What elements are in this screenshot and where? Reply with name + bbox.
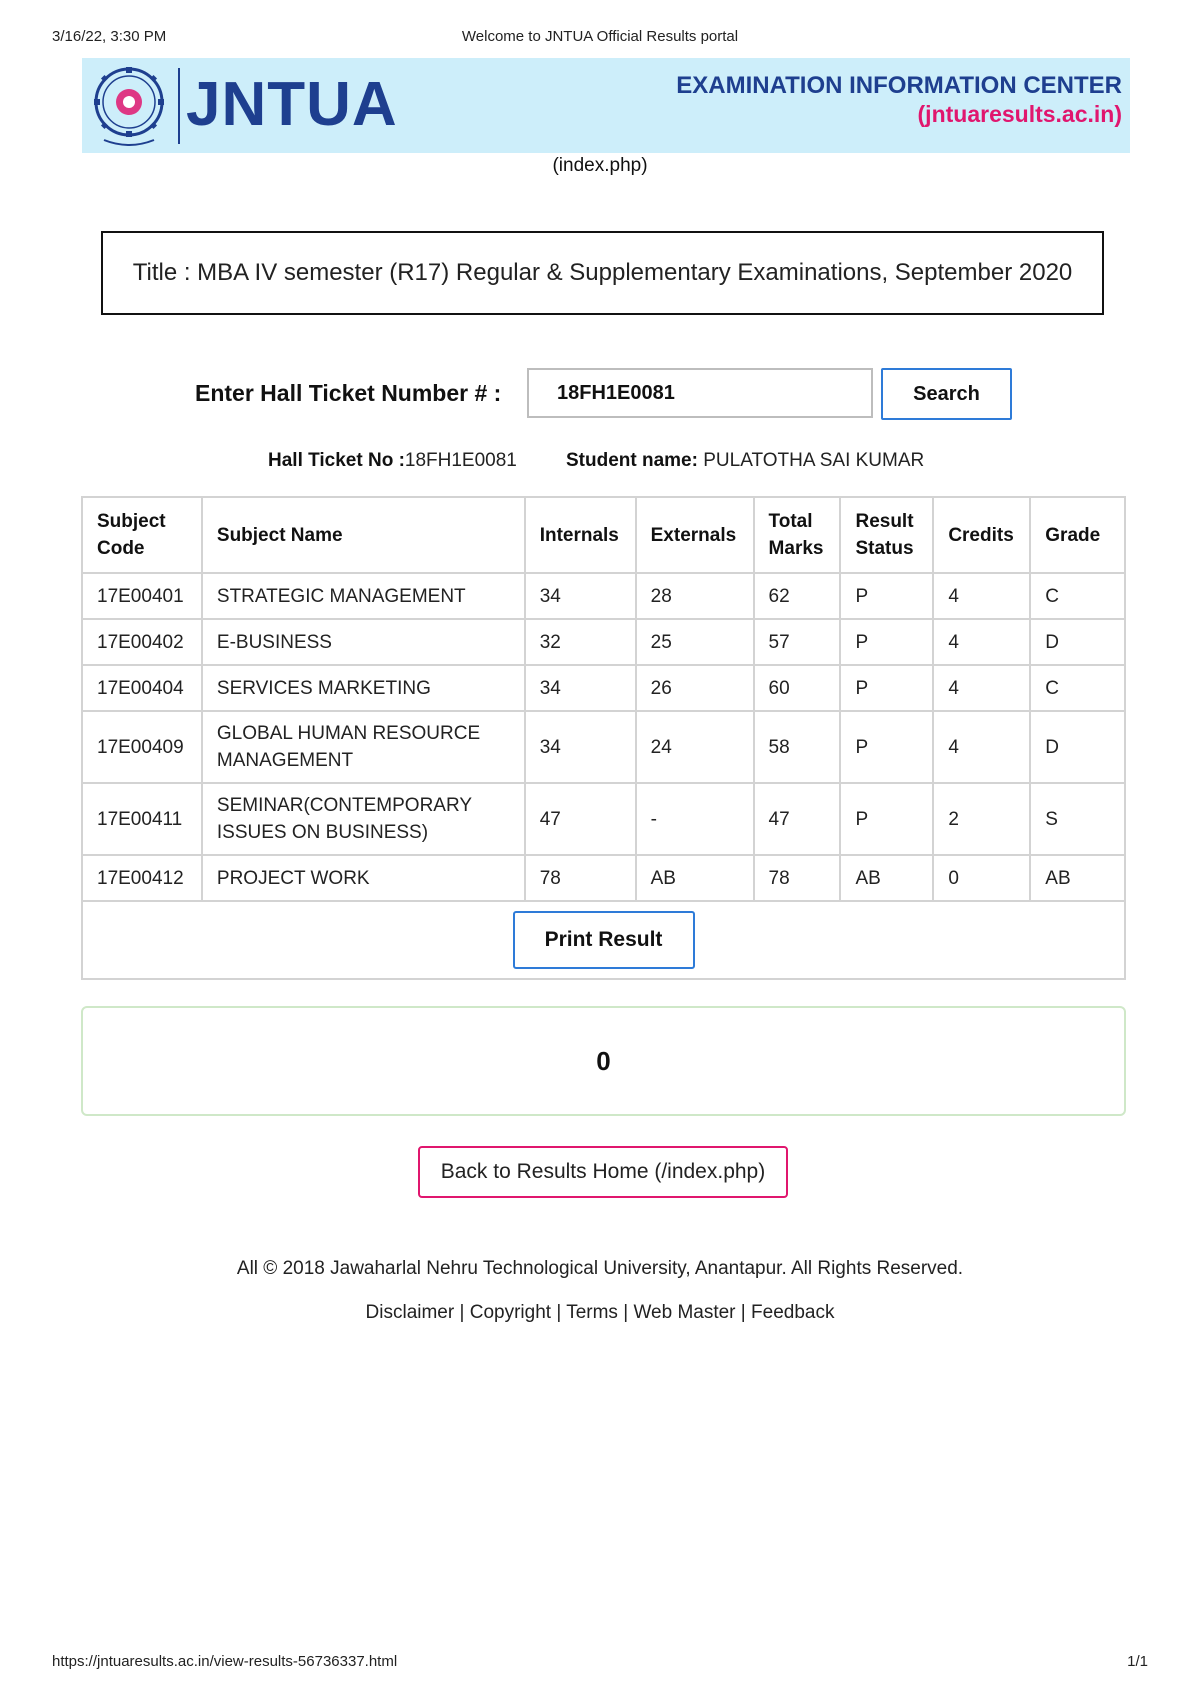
table-row: [82, 665, 1125, 711]
copyright-link[interactable]: Copyright: [469, 1302, 552, 1323]
table-cell: 4: [933, 573, 1030, 619]
table-cell: 47: [754, 783, 841, 855]
table-cell: 57: [754, 619, 841, 665]
table-cell: 34: [525, 573, 636, 619]
table-cell: 47: [525, 783, 636, 855]
print-footer: [0, 1653, 1200, 1673]
table-cell: 4: [933, 665, 1030, 711]
table-cell: P: [840, 573, 933, 619]
print-page-url: https://jntuaresults.ac.in/view-results-56736337.html: [52, 1653, 398, 1670]
site-banner[interactable]: [82, 58, 1130, 153]
print-timestamp: 3/16/22, 3:30 PM: [52, 28, 167, 45]
table-cell: 4: [933, 619, 1030, 665]
print-header: [0, 28, 1200, 48]
table-cell: 58: [754, 711, 841, 783]
table-row: [82, 855, 1125, 901]
table-cell: 0: [933, 855, 1030, 901]
search-button[interactable]: Search: [881, 368, 1012, 420]
column-header: Subject Code: [82, 497, 202, 573]
terms-link[interactable]: Terms: [566, 1302, 618, 1323]
table-row: [82, 619, 1125, 665]
print-page-number: 1/1: [1127, 1653, 1148, 1670]
column-header: Result Status: [840, 497, 933, 573]
column-header: Credits: [933, 497, 1030, 573]
results-table: [81, 496, 1126, 980]
summary-value: 0: [596, 1045, 611, 1076]
table-cell: -: [636, 783, 754, 855]
column-header: Grade: [1030, 497, 1125, 573]
table-cell: D: [1030, 619, 1125, 665]
table-cell: 24: [636, 711, 754, 783]
table-cell: 17E00411: [82, 783, 202, 855]
column-header: Subject Name: [202, 497, 525, 573]
table-cell: AB: [1030, 855, 1125, 901]
banner-divider: [178, 68, 180, 144]
exam-title-box: Title : MBA IV semester (R17) Regular & Supplementary Examinations, September 2020: [101, 231, 1104, 315]
feedback-link[interactable]: Feedback: [751, 1302, 835, 1323]
back-to-results-home-button[interactable]: Back to Results Home (/index.php): [418, 1146, 788, 1198]
table-cell: D: [1030, 711, 1125, 783]
table-cell: C: [1030, 665, 1125, 711]
table-cell: P: [840, 619, 933, 665]
table-cell: 17E00401: [82, 573, 202, 619]
table-cell: AB: [840, 855, 933, 901]
hall-ticket-input[interactable]: [527, 368, 873, 418]
site-domain: (jntuaresults.ac.in): [917, 101, 1122, 127]
university-seal-icon: [90, 64, 168, 146]
table-cell: P: [840, 711, 933, 783]
copyright-text: All © 2018 Jawaharlal Nehru Technological University, Anantapur. All Rights Reserved.: [236, 1258, 964, 1279]
table-cell: 32: [525, 619, 636, 665]
table-cell: 34: [525, 711, 636, 783]
table-row: [82, 711, 1125, 783]
table-cell: 17E00412: [82, 855, 202, 901]
table-header-row: [82, 497, 1125, 573]
summary-box: [81, 1006, 1126, 1116]
hall-ticket-info: [268, 450, 517, 472]
table-cell: 17E00409: [82, 711, 202, 783]
hall-ticket-info-label: Hall Ticket No :: [268, 450, 405, 471]
hall-ticket-search: [0, 368, 1200, 420]
table-cell: P: [840, 665, 933, 711]
print-cell: [82, 901, 1125, 979]
table-cell: AB: [636, 855, 754, 901]
table-row: [82, 573, 1125, 619]
table-cell: 25: [636, 619, 754, 665]
table-cell: GLOBAL HUMAN RESOURCE MANAGEMENT: [202, 711, 525, 783]
table-cell: 4: [933, 711, 1030, 783]
table-cell: 26: [636, 665, 754, 711]
student-name-value: PULATOTHA SAI KUMAR: [703, 450, 925, 471]
table-cell: P: [840, 783, 933, 855]
hall-ticket-info-value: 18FH1E0081: [404, 450, 517, 471]
footer-links: Disclaimer | Copyright | Terms | Web Master | Feedback: [365, 1302, 835, 1323]
disclaimer-link[interactable]: Disclaimer: [365, 1302, 455, 1323]
table-cell: 17E00404: [82, 665, 202, 711]
web-master-link[interactable]: Web Master: [633, 1302, 736, 1323]
table-cell: 2: [933, 783, 1030, 855]
table-cell: C: [1030, 573, 1125, 619]
table-cell: STRATEGIC MANAGEMENT: [202, 573, 525, 619]
table-cell: SEMINAR(CONTEMPORARY ISSUES ON BUSINESS): [202, 783, 525, 855]
table-cell: S: [1030, 783, 1125, 855]
table-cell: 28: [636, 573, 754, 619]
table-row: [82, 783, 1125, 855]
exam-info-center-heading: [676, 72, 1122, 128]
print-row: [82, 901, 1125, 979]
print-result-button[interactable]: Print Result: [513, 911, 695, 969]
student-name-info: [566, 450, 924, 472]
table-cell: 34: [525, 665, 636, 711]
brand-logo-text: JNTUA: [186, 70, 398, 139]
hall-ticket-label: Enter Hall Ticket Number # :: [195, 380, 502, 406]
print-page-title: Welcome to JNTUA Official Results portal: [461, 28, 739, 45]
table-cell: 60: [754, 665, 841, 711]
column-header: Externals: [636, 497, 754, 573]
exam-info-center-title: EXAMINATION INFORMATION CENTER: [676, 72, 1122, 99]
home-link-text[interactable]: (index.php): [552, 155, 648, 176]
student-name-label: Student name:: [566, 450, 698, 471]
table-cell: 17E00402: [82, 619, 202, 665]
table-cell: 78: [754, 855, 841, 901]
table-cell: PROJECT WORK: [202, 855, 525, 901]
column-header: Internals: [525, 497, 636, 573]
table-cell: 78: [525, 855, 636, 901]
table-cell: E-BUSINESS: [202, 619, 525, 665]
column-header: Total Marks: [754, 497, 841, 573]
table-cell: 62: [754, 573, 841, 619]
table-cell: SERVICES MARKETING: [202, 665, 525, 711]
